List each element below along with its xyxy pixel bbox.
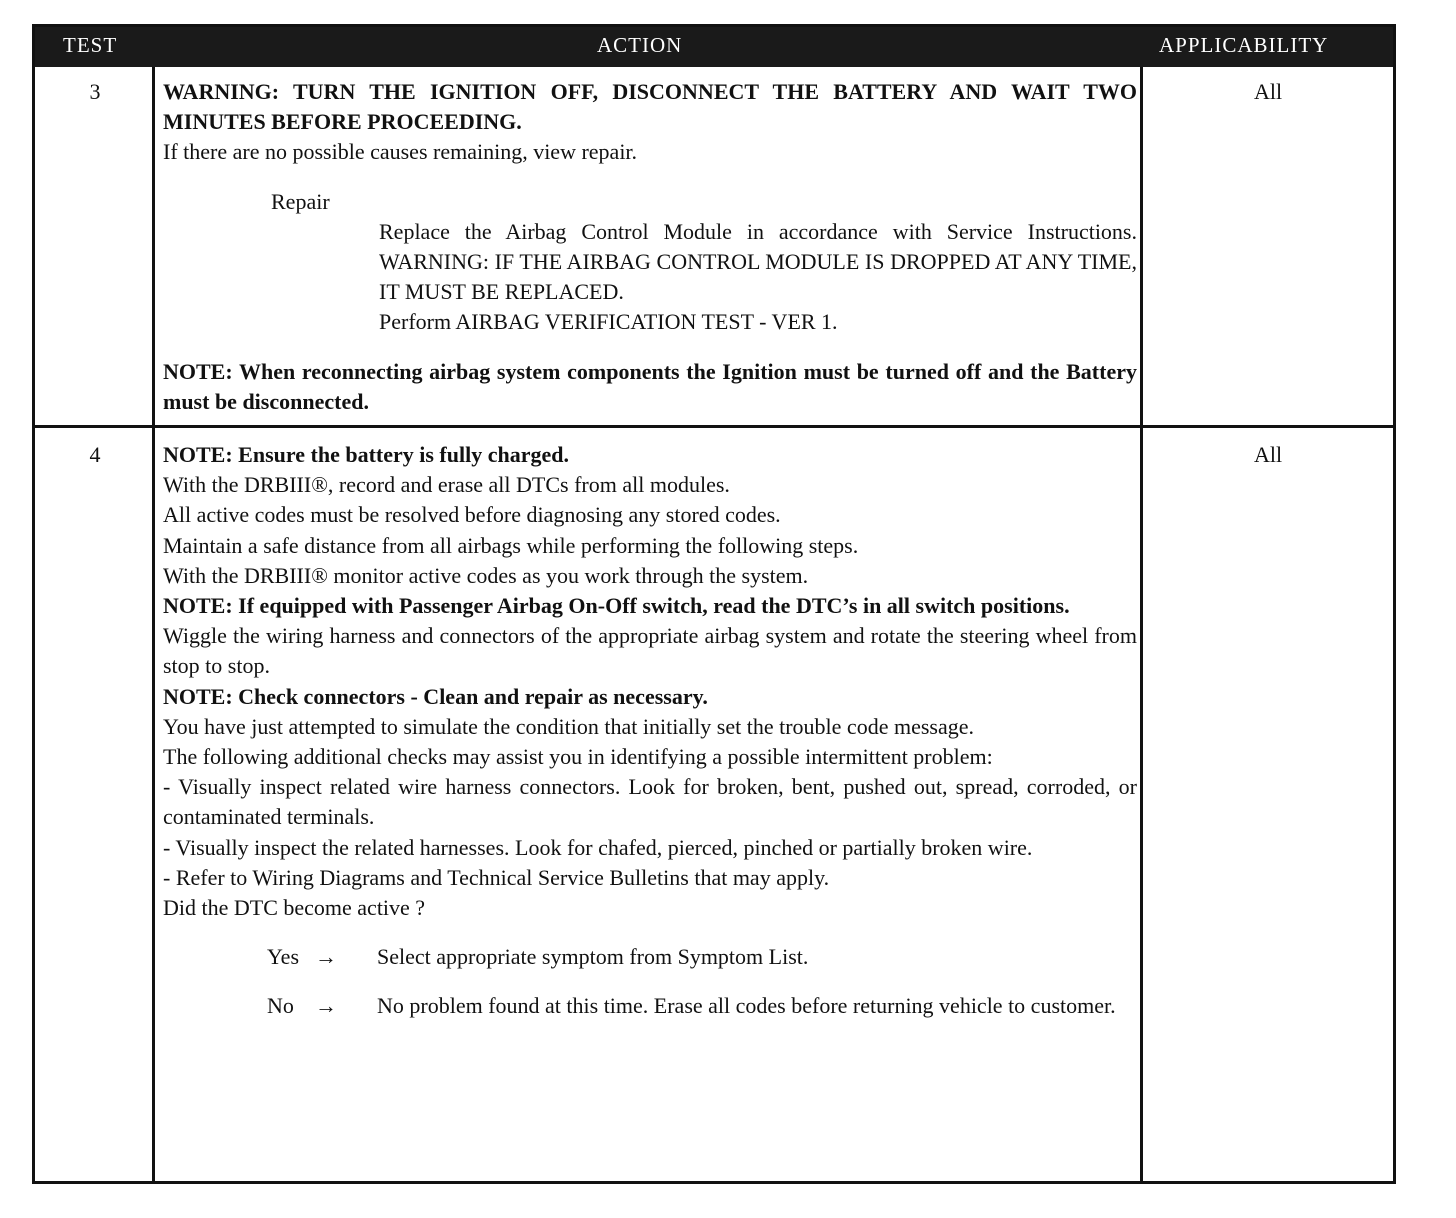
note-text: NOTE: When reconnecting airbag system components the Ignition must be turned off and the Battery must be disconnected.: [163, 358, 1137, 414]
check-item: - Visually inspect the related harnesses. Look for chafed, pierced, pinched or partially broken wire.: [163, 834, 1033, 860]
arrow-right-icon: →: [315, 993, 337, 1019]
row-applicability: All: [1253, 79, 1283, 104]
step-text: Wiggle the wiring harness and connectors of the appropriate airbag system and rotate the steering wheel from stop to stop.: [163, 623, 1137, 679]
check-item: - Refer to Wiring Diagrams and Technical Service Bulletins that may apply.: [163, 864, 830, 890]
step-text: With the DRBIII® monitor active codes as you work through the system.: [163, 562, 809, 588]
row-test-number: 4: [89, 442, 101, 467]
warning-text: WARNING: TURN THE IGNITION OFF, DISCONNECT THE BATTERY AND WAIT TWO MINUTES BEFORE PROCEEDING.: [163, 79, 1137, 135]
question-text: Did the DTC become active ?: [163, 895, 426, 921]
no-label: No: [267, 993, 294, 1019]
repair-verification: Perform AIRBAG VERIFICATION TEST - VER 1.: [379, 309, 838, 335]
yes-branch: [267, 942, 1137, 972]
action-cell: [163, 77, 1137, 417]
row-divider: [35, 425, 1393, 428]
repair-label: Repair: [271, 188, 330, 214]
diagnostic-table: [32, 24, 1396, 1184]
repair-text: Replace the Airbag Control Module in accordance with Service Instructions. WARNING: IF THE AIRBAG CONTROL MODULE IS DROPPED AT ANY TIME, IT MUST BE REPLACED.: [379, 218, 1137, 305]
arrow-right-icon: →: [315, 944, 337, 970]
action-cell: [163, 440, 1137, 1022]
table-header: [35, 27, 1393, 67]
header-action: ACTION: [597, 33, 683, 57]
note-text: NOTE: If equipped with Passenger Airbag On-Off switch, read the DTC’s in all switch positions.: [163, 593, 1070, 619]
note-text: NOTE: Check connectors - Clean and repair as necessary.: [163, 683, 708, 709]
row-applicability: All: [1253, 442, 1283, 467]
step-text: The following additional checks may assist you in identifying a possible intermittent problem:: [163, 744, 993, 770]
yes-label: Yes: [267, 944, 300, 970]
column-divider: [1140, 67, 1143, 1181]
header-applicability: APPLICABILITY: [1159, 33, 1329, 57]
step-text: All active codes must be resolved before diagnosing any stored codes.: [163, 502, 781, 528]
no-branch: [267, 991, 1137, 1021]
note-text: NOTE: Ensure the battery is fully charged.: [163, 442, 569, 467]
check-item: - Visually inspect related wire harness connectors. Look for broken, bent, pushed out, spread, corroded, or contaminated terminals.: [163, 774, 1137, 830]
row-test-number: 3: [89, 79, 101, 104]
step-text: With the DRBIII®, record and erase all DTCs from all modules.: [163, 472, 730, 498]
intro-text: If there are no possible causes remaining, view repair.: [163, 139, 638, 165]
header-test: TEST: [63, 33, 118, 57]
column-divider: [152, 67, 155, 1181]
no-text: No problem found at this time. Erase all codes before returning vehicle to customer.: [377, 993, 1116, 1019]
yes-text: Select appropriate symptom from Symptom List.: [377, 944, 809, 970]
step-text: You have just attempted to simulate the condition that initially set the trouble code message.: [163, 713, 974, 739]
step-text: Maintain a safe distance from all airbags while performing the following steps.: [163, 532, 859, 558]
